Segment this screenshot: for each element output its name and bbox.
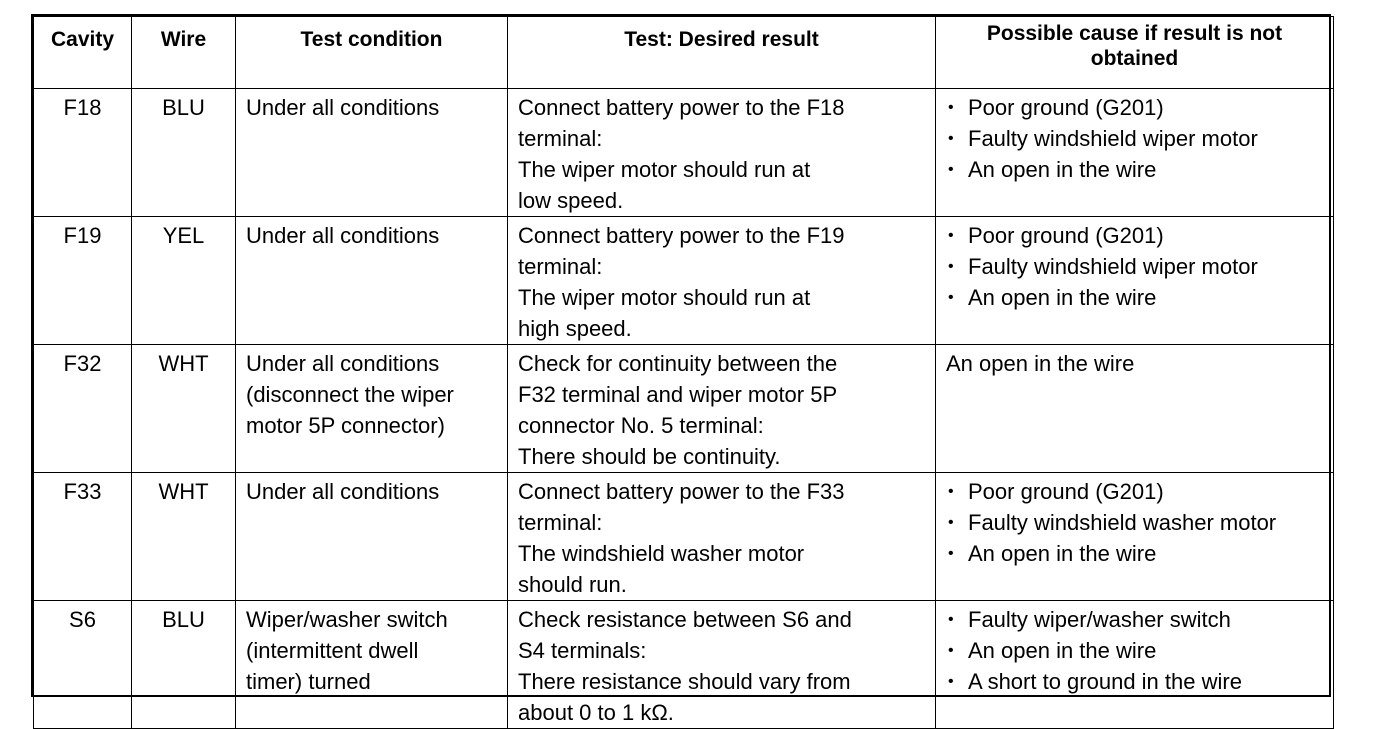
header-cavity: Cavity [34, 17, 132, 89]
cause-item: • A short to ground in the wire [946, 666, 1323, 697]
result-line: Check for continuity between the [518, 351, 838, 376]
header-possible-cause: Possible cause if result is not obtained [936, 17, 1334, 89]
result-cell [508, 601, 936, 729]
result-line: Connect battery power to the F18 [518, 95, 845, 120]
cause-list [946, 220, 1323, 313]
cause-cell [936, 217, 1334, 345]
result-line: The wiper motor should run at [518, 285, 811, 310]
cavity-cell: S6 [34, 601, 132, 729]
cause-cell [936, 473, 1334, 601]
condition-cell [236, 217, 508, 345]
header-desired-result: Test: Desired result [508, 17, 936, 89]
result-cell [508, 473, 936, 601]
result-line: F32 terminal and wiper motor 5P [518, 382, 838, 407]
cause-cell [936, 345, 1334, 473]
cause-item: • Faulty wiper/washer switch [946, 604, 1323, 635]
condition-line: (intermittent dwell [246, 638, 419, 663]
cause-text: An open in the wire [946, 351, 1135, 376]
cause-item: • Faulty windshield wiper motor [946, 251, 1323, 282]
cause-item: • Poor ground (G201) [946, 220, 1323, 251]
cause-cell [936, 601, 1334, 729]
result-line: low speed. [518, 188, 624, 213]
cavity-cell: F32 [34, 345, 132, 473]
result-line: should run. [518, 572, 627, 597]
cause-item: • Faulty windshield wiper motor [946, 123, 1323, 154]
result-line: terminal: [518, 126, 603, 151]
condition-cell [236, 473, 508, 601]
condition-line: Under all conditions [246, 479, 440, 504]
condition-line: Under all conditions [246, 223, 440, 248]
condition-line: Under all conditions [246, 351, 440, 376]
result-cell [508, 89, 936, 217]
cause-item: • An open in the wire [946, 154, 1323, 185]
cavity-cell: F19 [34, 217, 132, 345]
cause-item: • Poor ground (G201) [946, 92, 1323, 123]
result-line: Check resistance between S6 and [518, 607, 852, 632]
table-row [34, 89, 1334, 217]
header-test-condition: Test condition [236, 17, 508, 89]
wiring-test-table [33, 16, 1334, 729]
header-row [34, 17, 1334, 89]
result-line: The windshield washer motor [518, 541, 805, 566]
table-row [34, 473, 1334, 601]
result-line: S4 terminals: [518, 638, 647, 663]
result-line: connector No. 5 terminal: [518, 413, 764, 438]
cause-item: • An open in the wire [946, 282, 1323, 313]
cavity-cell: F33 [34, 473, 132, 601]
wire-cell: YEL [132, 217, 236, 345]
wire-cell: WHT [132, 345, 236, 473]
wire-cell: BLU [132, 601, 236, 729]
result-line: about 0 to 1 kΩ. [518, 700, 674, 725]
condition-line: (disconnect the wiper [246, 382, 454, 407]
result-line: There resistance should vary from [518, 669, 851, 694]
table-row [34, 217, 1334, 345]
cause-list [946, 476, 1323, 569]
condition-line: Under all conditions [246, 95, 440, 120]
result-cell [508, 345, 936, 473]
result-line: The wiper motor should run at [518, 157, 811, 182]
cause-item: • Faulty windshield washer motor [946, 507, 1323, 538]
result-line: Connect battery power to the F19 [518, 223, 845, 248]
cause-item: • An open in the wire [946, 538, 1323, 569]
wire-cell: WHT [132, 473, 236, 601]
condition-cell [236, 601, 508, 729]
cause-list [946, 92, 1323, 185]
cavity-cell: F18 [34, 89, 132, 217]
condition-line: motor 5P connector) [246, 413, 445, 438]
cause-cell [936, 89, 1334, 217]
cause-item: • Poor ground (G201) [946, 476, 1323, 507]
condition-cell [236, 89, 508, 217]
condition-line: Wiper/washer switch [246, 607, 448, 632]
result-line: There should be continuity. [518, 444, 781, 469]
table-row [34, 345, 1334, 473]
condition-line: timer) turned [246, 669, 371, 694]
result-line: terminal: [518, 510, 603, 535]
table-row [34, 601, 1334, 729]
condition-cell [236, 345, 508, 473]
result-cell [508, 217, 936, 345]
result-line: Connect battery power to the F33 [518, 479, 845, 504]
cause-item: • An open in the wire [946, 635, 1323, 666]
result-line: terminal: [518, 254, 603, 279]
wiring-test-table-sheet [31, 14, 1331, 725]
cause-list [946, 604, 1323, 697]
result-line: high speed. [518, 316, 632, 341]
wire-cell: BLU [132, 89, 236, 217]
header-wire: Wire [132, 17, 236, 89]
